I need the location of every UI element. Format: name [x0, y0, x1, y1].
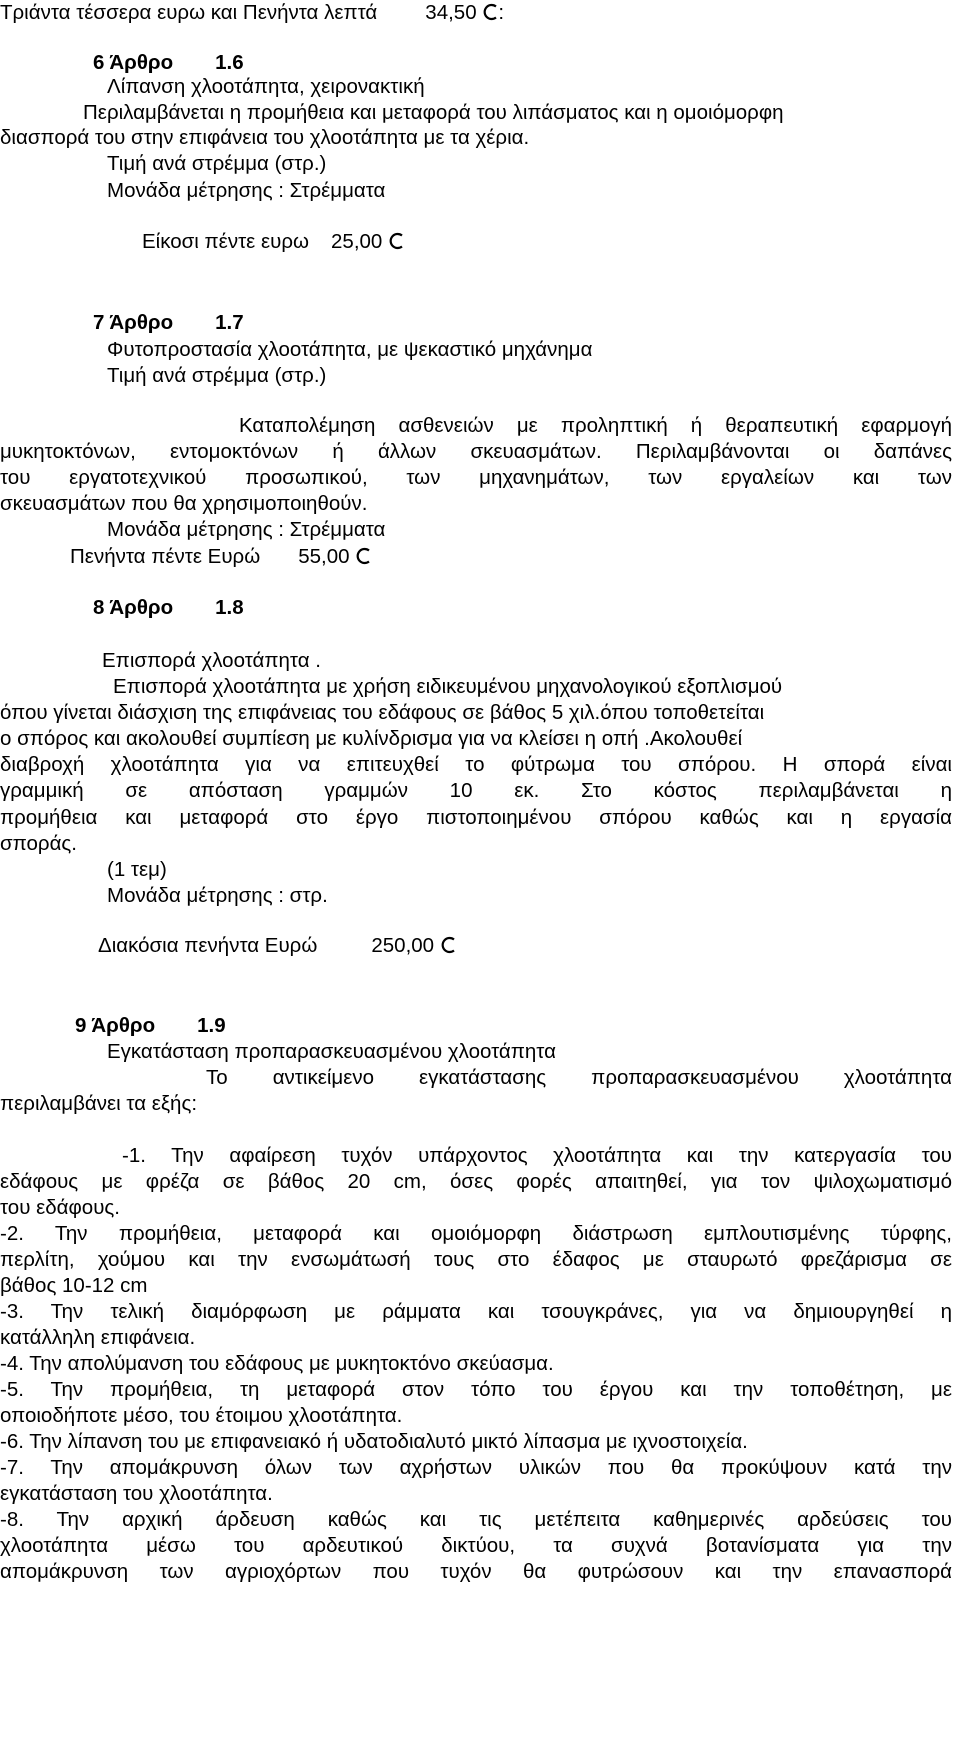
article-6-price-label: Τιμή ανά στρέμμα (στρ.): [107, 152, 327, 175]
article-6-desc-line2: διασπορά του στην επιφάνεια του χλοοτάπητα με τα χέρια.: [0, 126, 530, 149]
article-7-price: 55,00: [298, 545, 350, 568]
article-6-price-line: [142, 232, 404, 253]
article-9-item-line: κατάλληλη επιφάνεια.: [0, 1326, 196, 1349]
article-8-desc-line: ο σπόρος και ακολουθεί συμπίεση με κυλίνδρισμα για να κλείσει η οπή .Ακολουθεί: [0, 727, 743, 750]
article-8-desc-line: προμήθεια και μεταφορά στο έργο πιστοποιημένου σπόρου καθώς και η εργασία: [0, 806, 952, 829]
article-8-number: 8 Άρθρο: [93, 596, 174, 619]
article-6-heading: [93, 53, 244, 74]
article-6-desc-line1: Περιλαμβάνεται η προμήθεια και μεταφορά του λιπάσματος και η ομοιόμορφη: [83, 101, 784, 124]
article-6-number: 6 Άρθρο: [93, 51, 174, 74]
article-9-item-line: -2. Την προμήθεια, μεταφορά και ομοιόμορφη διάστρωση εμπλουτισμένης τύρφης,: [0, 1222, 952, 1245]
article-8-price-words: Διακόσια πενήντα Ευρώ: [98, 934, 318, 957]
article-7-price-words: Πενήντα πέντε Ευρώ: [70, 545, 261, 568]
article-7-desc-line: μυκητοκτόνων, εντομοκτόνων ή άλλων σκευασμάτων. Περιλαμβάνονται οι δαπάνες: [0, 440, 952, 463]
article-7-desc-line: Καταπολέμηση ασθενειών με προληπτική ή θεραπευτική εφαρμογή: [239, 414, 952, 437]
article-8-desc-line: όπου γίνεται διάσχιση της επιφάνειας του εδάφους σε βάθος 5 χιλ.όπου τοποθετείται: [0, 701, 765, 724]
article-9-number: 9 Άρθρο: [75, 1014, 156, 1037]
article-9-item-line: -3. Την τελική διαμόρφωση με ράμματα και τσουγκράνες, για να δημιουργηθεί η: [0, 1300, 952, 1323]
euro-icon: [440, 936, 456, 954]
article-9-intro: Το αντικείμενο εγκατάστασης προπαρασκευασμένου χλοοτάπητα: [206, 1066, 952, 1089]
article-8-unit: Μονάδα μέτρησης : στρ.: [107, 884, 328, 907]
article-8-heading: [93, 598, 244, 619]
top-price-colon: :: [498, 1, 505, 24]
article-6-price-words: Είκοσι πέντε ευρω: [142, 230, 310, 253]
article-8-desc-line: γραμμική σε απόσταση γραμμών 10 εκ. Στο κόστος περιλαμβάνεται η: [0, 779, 952, 802]
article-6-code: 1.6: [215, 51, 244, 74]
article-9-item-line: εδάφους με φρέζα σε βάθος 20 cm, όσες φορές απαιτηθεί, για τον ψιλοχωματισμό: [0, 1170, 952, 1193]
article-8-code: 1.8: [215, 596, 244, 619]
article-9-item-line: -1. Την αφαίρεση τυχόν υπάρχοντος χλοοτάπητα και την κατεργασία του: [122, 1144, 952, 1167]
article-9-item-line: οποιοδήποτε μέσο, του έτοιμου χλοοτάπητα.: [0, 1404, 403, 1427]
article-9-code: 1.9: [197, 1014, 226, 1037]
article-7-number: 7 Άρθρο: [93, 311, 174, 334]
article-7-unit: Μονάδα μέτρησης : Στρέμματα: [107, 518, 386, 541]
article-6-price: 25,00: [331, 230, 383, 253]
article-9-item-line: εγκατάσταση του χλοοτάπητα.: [0, 1482, 273, 1505]
euro-icon: [482, 3, 498, 21]
article-6-unit: Μονάδα μέτρησης : Στρέμματα: [107, 179, 386, 202]
top-price-line: [0, 3, 504, 24]
article-7-code: 1.7: [215, 311, 244, 334]
article-9-item-line: -6. Την λίπανση του με επιφανειακό ή υδατοδιαλυτό μικτό λίπασμα με ιχνοστοιχεία.: [0, 1430, 748, 1453]
article-9-item-line: απομάκρυνση των αγριοχόρτων που τυχόν θα φυτρώσουν και την επανασπορά: [0, 1560, 952, 1583]
article-7-price-label: Τιμή ανά στρέμμα (στρ.): [107, 364, 327, 387]
article-7-title: Φυτοπροστασία χλοοτάπητα, με ψεκαστικό μηχάνημα: [107, 338, 593, 361]
article-9-item-line: -8. Την αρχική άρδευση καθώς και τις μετέπειτα καθημερινές αρδεύσεις του: [0, 1508, 952, 1531]
article-7-price-line: [70, 547, 371, 568]
article-9-item-line: -7. Την απομάκρυνση όλων των αχρήστων υλικών που θα προκύψουν κατά την: [0, 1456, 952, 1479]
article-8-desc-line: Επισπορά χλοοτάπητα με χρήση ειδικευμένου μηχανολογικού εξοπλισμού: [113, 675, 783, 698]
euro-icon: [388, 232, 404, 250]
article-9-item-line: -4. Την απολύμανση του εδάφους με μυκητοκτόνο σκεύασμα.: [0, 1352, 554, 1375]
article-9-item-line: βάθος 10-12 cm: [0, 1274, 148, 1297]
article-9-title: Εγκατάσταση προπαρασκευασμένου χλοοτάπητα: [107, 1040, 556, 1063]
article-9-item-line: του εδάφους.: [0, 1196, 120, 1219]
article-8-desc-line: σποράς.: [0, 832, 77, 855]
euro-icon: [355, 547, 371, 565]
article-9-item-line: χλοοτάπητα μέσω του αρδευτικού δικτύου, τα συχνά βοτανίσματα για την: [0, 1534, 952, 1557]
article-8-qty: (1 τεμ): [107, 858, 167, 881]
article-8-price: 250,00: [371, 934, 435, 957]
article-7-desc-line: σκευασμάτων που θα χρησιμοποιηθούν.: [0, 492, 368, 515]
top-price-amount: 34,50: [425, 1, 477, 24]
article-8-price-line: [98, 936, 456, 957]
article-9-item-line: -5. Την προμήθεια, τη μεταφορά στον τόπο του έργου και την τοποθέτηση, με: [0, 1378, 952, 1401]
article-8-desc-line: διαβροχή χλοοτάπητα για να επιτευχθεί το φύτρωμα του σπόρου. Η σπορά είναι: [0, 753, 952, 776]
article-9-intro: περιλαμβάνει τα εξής:: [0, 1092, 198, 1115]
top-price-words: Τριάντα τέσσερα ευρω και Πενήντα λεπτά: [0, 1, 378, 24]
article-8-title: Επισπορά χλοοτάπητα .: [102, 649, 321, 672]
article-6-title: Λίπανση χλοοτάπητα, χειρονακτική: [107, 75, 425, 98]
article-7-desc-line: του εργατοτεχνικού προσωπικού, των μηχανημάτων, των εργαλείων και των: [0, 466, 952, 489]
article-7-heading: [93, 313, 244, 334]
article-9-item-line: περλίτη, χούμου και την ενσωμάτωσή τους στο έδαφος με σταυρωτό φρεζάρισμα σε: [0, 1248, 952, 1271]
article-9-heading: [75, 1016, 226, 1037]
